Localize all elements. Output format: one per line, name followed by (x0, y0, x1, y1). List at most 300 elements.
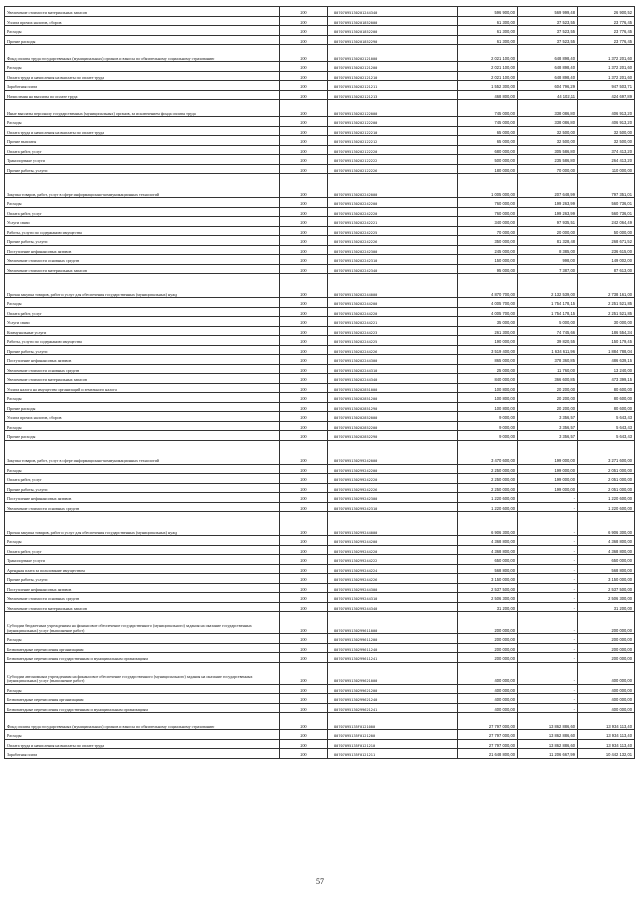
cell-line-code: 200 (280, 703, 328, 713)
cell-line-code: 200 (280, 536, 328, 546)
cell-unexecuted: 6 906 300,00 (578, 512, 635, 536)
cell-budget-code: 80707095130202851290 (328, 402, 458, 412)
cell-line-code: 200 (280, 684, 328, 694)
cell-line-code: 200 (280, 155, 328, 165)
cell-budget-code: 80707095130202122220 (328, 145, 458, 155)
cell-budget-code: 80707095130202242220 (328, 207, 458, 217)
cell-approved: 650 000,00 (458, 555, 518, 565)
cell-budget-code: 80707095130202242310 (328, 255, 458, 265)
cell-unexecuted: 2 251 521,85 (578, 298, 635, 308)
cell-approved: 180 000,00 (458, 164, 518, 174)
table-row (5, 464, 635, 474)
cell-executed: 998,00 (518, 255, 578, 265)
cell-executed: 199 000,00 (518, 464, 578, 474)
cell-executed: 20 200,00 (518, 393, 578, 403)
cell-approved: 61 300,00 (458, 16, 518, 26)
cell-budget-code: 80707095130202242300 (328, 245, 458, 255)
cell-executed: 648 898,40 (518, 62, 578, 72)
cell-executed: 70 000,00 (518, 164, 578, 174)
cell-unexecuted: 1 372 201,60 (578, 45, 635, 62)
cell-executed: 37 523,55 (518, 26, 578, 36)
cell-line-code: 200 (280, 62, 328, 72)
cell-budget-code: 80707095130299242226 (328, 483, 458, 493)
cell-executed: 20 000,00 (518, 226, 578, 236)
cell-executed: 1 754 178,15 (518, 307, 578, 317)
cell-description: Уплата налога на имущество организаций и земельного налога (5, 383, 280, 393)
table-row (5, 45, 635, 62)
cell-executed: 13 862 886,60 (518, 730, 578, 740)
cell-line-code: 200 (280, 117, 328, 127)
cell-description: Закупка товаров, работ, услуг в сфере информационно-коммуникационных технологий (5, 440, 280, 464)
cell-budget-code: 80707095130202242225 (328, 226, 458, 236)
cell-budget-code: 80707095130299621000 (328, 662, 458, 684)
cell-line-code: 200 (280, 245, 328, 255)
table-row (5, 174, 635, 198)
table-row (5, 564, 635, 574)
table-row (5, 431, 635, 441)
cell-description: Оплата работ, услуг (5, 545, 280, 555)
cell-unexecuted: 2 051 000,00 (578, 483, 635, 493)
table-row (5, 226, 635, 236)
table-row (5, 383, 635, 393)
cell-budget-code: 80707095130202244300 (328, 355, 458, 365)
table-row (5, 245, 635, 255)
cell-executed: 37 523,55 (518, 16, 578, 26)
cell-description: Расходы (5, 393, 280, 403)
table-row (5, 694, 635, 704)
cell-line-code: 200 (280, 634, 328, 644)
cell-approved: 9 000,00 (458, 412, 518, 422)
cell-executed: 39 820,55 (518, 336, 578, 346)
cell-executed: - (518, 502, 578, 512)
cell-unexecuted: 186 554,34 (578, 326, 635, 336)
cell-executed: 11 760,00 (518, 364, 578, 374)
cell-approved: 468 800,00 (458, 90, 518, 100)
cell-unexecuted: 150 179,45 (578, 336, 635, 346)
cell-unexecuted: 2 537 500,00 (578, 583, 635, 593)
cell-approved: 4 368 800,00 (458, 545, 518, 555)
cell-budget-code: 80707095130202242340 (328, 264, 458, 274)
cell-line-code: 200 (280, 474, 328, 484)
cell-description: Фонд оплаты труда государственных (муниципальных) органов и взносы по обязательному социальному страхованию (5, 713, 280, 730)
cell-unexecuted: 4 368 800,00 (578, 536, 635, 546)
cell-description: Прочие работы, услуги (5, 345, 280, 355)
cell-line-code: 200 (280, 217, 328, 227)
cell-approved: 25 000,00 (458, 364, 518, 374)
cell-budget-code: 80707095130202244225 (328, 336, 458, 346)
cell-approved: 65 000,00 (458, 126, 518, 136)
cell-line-code: 200 (280, 739, 328, 749)
table-row (5, 739, 635, 749)
cell-description: Фонд оплаты труда государственных (муниципальных) органов и взносы по обязательному социальному страхованию (5, 45, 280, 62)
cell-unexecuted: 268 671,52 (578, 236, 635, 246)
table-row (5, 684, 635, 694)
cell-description: Расходы (5, 464, 280, 474)
table-row (5, 100, 635, 117)
cell-budget-code: 80707095130299621240 (328, 694, 458, 704)
cell-line-code: 200 (280, 307, 328, 317)
cell-approved: 31 200,00 (458, 602, 518, 612)
table-row (5, 164, 635, 174)
cell-description: Иные выплаты персоналу государственных (муниципальных) органов, за исключением фонда оплаты труда (5, 100, 280, 117)
cell-unexecuted: 13 934 113,40 (578, 730, 635, 740)
cell-unexecuted: 2 051 000,00 (578, 474, 635, 484)
cell-line-code: 200 (280, 236, 328, 246)
cell-executed: - (518, 643, 578, 653)
cell-unexecuted: 200 000,00 (578, 612, 635, 634)
table-row (5, 345, 635, 355)
cell-line-code: 200 (280, 493, 328, 503)
cell-approved: 200 000,00 (458, 612, 518, 634)
cell-executed: 199 000,00 (518, 474, 578, 484)
cell-line-code: 200 (280, 402, 328, 412)
cell-budget-code: 80707095130202242226 (328, 236, 458, 246)
cell-line-code: 200 (280, 593, 328, 603)
cell-executed: 199 263,99 (518, 207, 578, 217)
cell-budget-code: 80707095135F0121210 (328, 739, 458, 749)
cell-budget-code: 80707095130299244340 (328, 602, 458, 612)
table-row (5, 574, 635, 584)
cell-budget-code: 80707095130202852200 (328, 421, 458, 431)
cell-executed: 378 360,85 (518, 355, 578, 365)
table-row (5, 374, 635, 384)
table-row (5, 62, 635, 72)
cell-executed: 20 200,00 (518, 402, 578, 412)
cell-executed: 2 132 539,00 (518, 274, 578, 298)
cell-approved: 568 800,00 (458, 564, 518, 574)
cell-description: Поступление нефинансовых активов (5, 355, 280, 365)
cell-description: Увеличение стоимости материальных запасов (5, 374, 280, 384)
cell-executed: 338 086,80 (518, 117, 578, 127)
cell-description: Прочие расходы (5, 402, 280, 412)
cell-executed: 235 586,80 (518, 155, 578, 165)
cell-line-code: 200 (280, 126, 328, 136)
cell-description: Безвозмездные перечисления организациям (5, 643, 280, 653)
cell-approved: 190 000,00 (458, 336, 518, 346)
table-row (5, 117, 635, 127)
cell-line-code: 200 (280, 574, 328, 584)
cell-executed: - (518, 662, 578, 684)
cell-executed: 97 935,51 (518, 217, 578, 227)
cell-line-code: 200 (280, 545, 328, 555)
cell-unexecuted: 5 643,43 (578, 412, 635, 422)
cell-line-code: 200 (280, 412, 328, 422)
table-row (5, 749, 635, 759)
cell-line-code: 200 (280, 383, 328, 393)
table-row (5, 493, 635, 503)
cell-description: Субсидии бюджетным учреждениям на финансовое обеспечение государственного (муниципального) задания на оказание государственных (муниципальных) услуг (выполнение работ) (5, 612, 280, 634)
cell-unexecuted: 3 271 600,00 (578, 440, 635, 464)
cell-approved: 4 368 800,00 (458, 536, 518, 546)
cell-description: Арендная плата за пользование имуществом (5, 564, 280, 574)
cell-unexecuted: 264 413,20 (578, 155, 635, 165)
cell-executed: 8 385,00 (518, 245, 578, 255)
cell-description: Поступление нефинансовых активов (5, 493, 280, 503)
cell-executed: 3 356,57 (518, 421, 578, 431)
table-row (5, 264, 635, 274)
cell-unexecuted: 110 000,00 (578, 164, 635, 174)
cell-approved: 4 005 700,00 (458, 298, 518, 308)
cell-budget-code: 80707095130299244200 (328, 536, 458, 546)
table-row (5, 217, 635, 227)
table-row (5, 653, 635, 663)
cell-approved: 350 000,00 (458, 236, 518, 246)
cell-description: Прочая закупка товаров, работ и услуг для обеспечения государственных (муниципальных) нужд (5, 274, 280, 298)
cell-approved: 2 021 100,00 (458, 45, 518, 62)
cell-approved: 2 250 000,00 (458, 474, 518, 484)
cell-description: Заработная плата (5, 81, 280, 91)
cell-description: Уплата прочих налогов, сборов (5, 16, 280, 26)
cell-unexecuted: 947 503,71 (578, 81, 635, 91)
cell-budget-code: 80707095130202244310 (328, 364, 458, 374)
cell-approved: 61 300,00 (458, 26, 518, 36)
cell-executed: 81 328,48 (518, 236, 578, 246)
cell-executed: - (518, 612, 578, 634)
cell-unexecuted: 32 500,00 (578, 136, 635, 146)
cell-line-code: 200 (280, 555, 328, 565)
cell-description: Расходы (5, 634, 280, 644)
cell-unexecuted: 400 000,00 (578, 684, 635, 694)
cell-approved: 9 000,00 (458, 421, 518, 431)
cell-unexecuted: 13 934 113,40 (578, 739, 635, 749)
cell-executed: - (518, 564, 578, 574)
table-row (5, 145, 635, 155)
cell-unexecuted: 200 000,00 (578, 634, 635, 644)
cell-description: Оплата труда и начисления на выплаты по оплате труда (5, 126, 280, 136)
cell-description: Прочая закупка товаров, работ и услуг для обеспечения государственных (муниципальных) нужд (5, 512, 280, 536)
cell-description: Расходы (5, 421, 280, 431)
cell-line-code: 200 (280, 255, 328, 265)
table-row (5, 317, 635, 327)
cell-line-code: 200 (280, 483, 328, 493)
table-row (5, 512, 635, 536)
cell-unexecuted: 2 251 521,85 (578, 307, 635, 317)
cell-unexecuted: 473 399,15 (578, 374, 635, 384)
cell-line-code: 200 (280, 16, 328, 26)
cell-executed: - (518, 536, 578, 546)
cell-approved: 61 300,00 (458, 35, 518, 45)
cell-description: Прочие выплаты (5, 136, 280, 146)
cell-unexecuted: 2 051 000,00 (578, 464, 635, 474)
cell-line-code: 200 (280, 274, 328, 298)
cell-unexecuted: 4 368 800,00 (578, 545, 635, 555)
cell-line-code: 200 (280, 207, 328, 217)
cell-approved: 261 300,00 (458, 326, 518, 336)
cell-unexecuted: 5 643,43 (578, 431, 635, 441)
cell-budget-code: 80707095130299621200 (328, 684, 458, 694)
cell-executed: 207 648,99 (518, 174, 578, 198)
cell-line-code: 200 (280, 45, 328, 62)
cell-approved: 1 552 300,00 (458, 81, 518, 91)
cell-executed: 604 796,29 (518, 81, 578, 91)
cell-approved: 680 000,00 (458, 145, 518, 155)
cell-unexecuted: 1 372 201,60 (578, 62, 635, 72)
cell-unexecuted: 26 900,52 (578, 7, 635, 17)
cell-description: Оплата труда и начисления на выплаты по оплате труда (5, 71, 280, 81)
cell-description: Транспортные услуги (5, 155, 280, 165)
cell-budget-code: 80707095130202122210 (328, 126, 458, 136)
cell-unexecuted: 13 240,00 (578, 364, 635, 374)
cell-approved: 70 000,00 (458, 226, 518, 236)
cell-unexecuted: 13 934 113,40 (578, 713, 635, 730)
cell-description: Транспортные услуги (5, 555, 280, 565)
cell-unexecuted: 2 506 300,00 (578, 593, 635, 603)
cell-line-code: 200 (280, 71, 328, 81)
cell-description: Расходы (5, 62, 280, 72)
table-row (5, 26, 635, 36)
cell-approved: 27 797 000,00 (458, 739, 518, 749)
cell-unexecuted: 30 000,00 (578, 317, 635, 327)
page-number: 57 (316, 877, 324, 886)
cell-line-code: 200 (280, 694, 328, 704)
cell-executed: - (518, 653, 578, 663)
cell-line-code: 200 (280, 512, 328, 536)
cell-line-code: 200 (280, 81, 328, 91)
cell-approved: 1 220 600,00 (458, 493, 518, 503)
cell-approved: 100 800,00 (458, 383, 518, 393)
table-row (5, 16, 635, 26)
cell-line-code: 200 (280, 713, 328, 730)
cell-budget-code: 80707095130202244220 (328, 307, 458, 317)
cell-description: Расходы (5, 26, 280, 36)
cell-budget-code: 80707095130202122200 (328, 117, 458, 127)
table-row (5, 326, 635, 336)
cell-budget-code: 80707095130299611200 (328, 634, 458, 644)
cell-line-code: 200 (280, 298, 328, 308)
cell-approved: 3 470 600,00 (458, 440, 518, 464)
cell-description: Услуги связи (5, 217, 280, 227)
cell-line-code: 200 (280, 440, 328, 464)
cell-line-code: 200 (280, 464, 328, 474)
cell-description: Прочие работы, услуги (5, 574, 280, 584)
cell-unexecuted: 200 000,00 (578, 643, 635, 653)
cell-approved: 400 000,00 (458, 662, 518, 684)
cell-description: Расходы (5, 536, 280, 546)
cell-executed: 199 000,00 (518, 440, 578, 464)
cell-description: Расходы (5, 198, 280, 208)
table-row (5, 255, 635, 265)
table-row (5, 236, 635, 246)
cell-line-code: 200 (280, 730, 328, 740)
cell-unexecuted: 1 220 600,00 (578, 502, 635, 512)
cell-description: Поступление нефинансовых активов (5, 245, 280, 255)
cell-executed: 13 862 886,60 (518, 713, 578, 730)
cell-line-code: 200 (280, 317, 328, 327)
cell-unexecuted: 31 200,00 (578, 602, 635, 612)
table-row (5, 412, 635, 422)
cell-line-code: 200 (280, 431, 328, 441)
cell-line-code: 200 (280, 198, 328, 208)
table-row (5, 393, 635, 403)
cell-approved: 200 000,00 (458, 653, 518, 663)
cell-executed: - (518, 602, 578, 612)
table-row (5, 643, 635, 653)
cell-approved: 1 220 600,00 (458, 502, 518, 512)
cell-line-code: 200 (280, 145, 328, 155)
cell-executed: - (518, 512, 578, 536)
cell-line-code: 200 (280, 612, 328, 634)
cell-budget-code: 80707095135F0121000 (328, 713, 458, 730)
cell-budget-code: 80707095130299244226 (328, 574, 458, 584)
cell-approved: 745 000,00 (458, 100, 518, 117)
cell-approved: 865 000,00 (458, 355, 518, 365)
cell-description: Расходы (5, 730, 280, 740)
cell-unexecuted: 236 615,00 (578, 245, 635, 255)
cell-description: Увеличение стоимости материальных запасов (5, 264, 280, 274)
cell-budget-code: 80707095130202244223 (328, 326, 458, 336)
cell-approved: 400 000,00 (458, 684, 518, 694)
cell-budget-code: 80707095130201244340 (328, 7, 458, 17)
cell-budget-code: 80707095130202244000 (328, 274, 458, 298)
table-row (5, 474, 635, 484)
cell-unexecuted: 2 738 161,00 (578, 274, 635, 298)
cell-budget-code: 80707095130202122226 (328, 164, 458, 174)
cell-executed: - (518, 583, 578, 593)
cell-unexecuted: 374 413,20 (578, 145, 635, 155)
cell-budget-code: 80707095130202121211 (328, 81, 458, 91)
cell-budget-code: 80707095130299242220 (328, 474, 458, 484)
cell-approved: 100 800,00 (458, 402, 518, 412)
cell-budget-code: 80707095130202122000 (328, 100, 458, 117)
cell-line-code: 200 (280, 749, 328, 759)
cell-unexecuted: 23 776,45 (578, 16, 635, 26)
cell-executed: 1 634 611,96 (518, 345, 578, 355)
cell-line-code: 200 (280, 374, 328, 384)
cell-description: Оплата работ, услуг (5, 145, 280, 155)
cell-line-code: 200 (280, 100, 328, 117)
cell-executed: 32 500,00 (518, 126, 578, 136)
cell-line-code: 200 (280, 174, 328, 198)
cell-budget-code: 80707095130299244300 (328, 583, 458, 593)
cell-unexecuted: 650 000,00 (578, 555, 635, 565)
cell-line-code: 200 (280, 653, 328, 663)
cell-executed: - (518, 634, 578, 644)
cell-description: Безвозмездные перечисления организациям (5, 694, 280, 704)
cell-unexecuted: 1 372 201,60 (578, 71, 635, 81)
cell-description: Заработная плата (5, 749, 280, 759)
cell-description: Работы, услуги по содержанию имущества (5, 226, 280, 236)
cell-budget-code: 80707095130299242200 (328, 464, 458, 474)
table-row (5, 421, 635, 431)
table-row (5, 662, 635, 684)
table-row (5, 355, 635, 365)
cell-budget-code: 80707095130299611241 (328, 653, 458, 663)
cell-executed: - (518, 703, 578, 713)
cell-description: Прочие расходы (5, 431, 280, 441)
cell-approved: 2 250 000,00 (458, 483, 518, 493)
cell-executed: 11 206 667,99 (518, 749, 578, 759)
cell-unexecuted: 1 884 788,04 (578, 345, 635, 355)
table-row (5, 536, 635, 546)
cell-executed: 5 000,00 (518, 317, 578, 327)
cell-approved: 2 021 100,00 (458, 71, 518, 81)
cell-line-code: 200 (280, 662, 328, 684)
cell-description: Расходы (5, 298, 280, 308)
cell-unexecuted: 80 600,00 (578, 393, 635, 403)
cell-description: Безвозмездные перечисления государственным и муниципальным организациям (5, 703, 280, 713)
cell-approved: 4 005 700,00 (458, 307, 518, 317)
table-row (5, 336, 635, 346)
table-row (5, 298, 635, 308)
cell-unexecuted: 80 600,00 (578, 383, 635, 393)
cell-line-code: 200 (280, 7, 328, 17)
cell-unexecuted: 23 776,45 (578, 35, 635, 45)
cell-unexecuted: 560 736,01 (578, 207, 635, 217)
cell-budget-code: 80707095130299242310 (328, 502, 458, 512)
cell-executed: 37 523,55 (518, 35, 578, 45)
cell-budget-code: 80707095130201852200 (328, 26, 458, 36)
cell-approved: 65 000,00 (458, 136, 518, 146)
